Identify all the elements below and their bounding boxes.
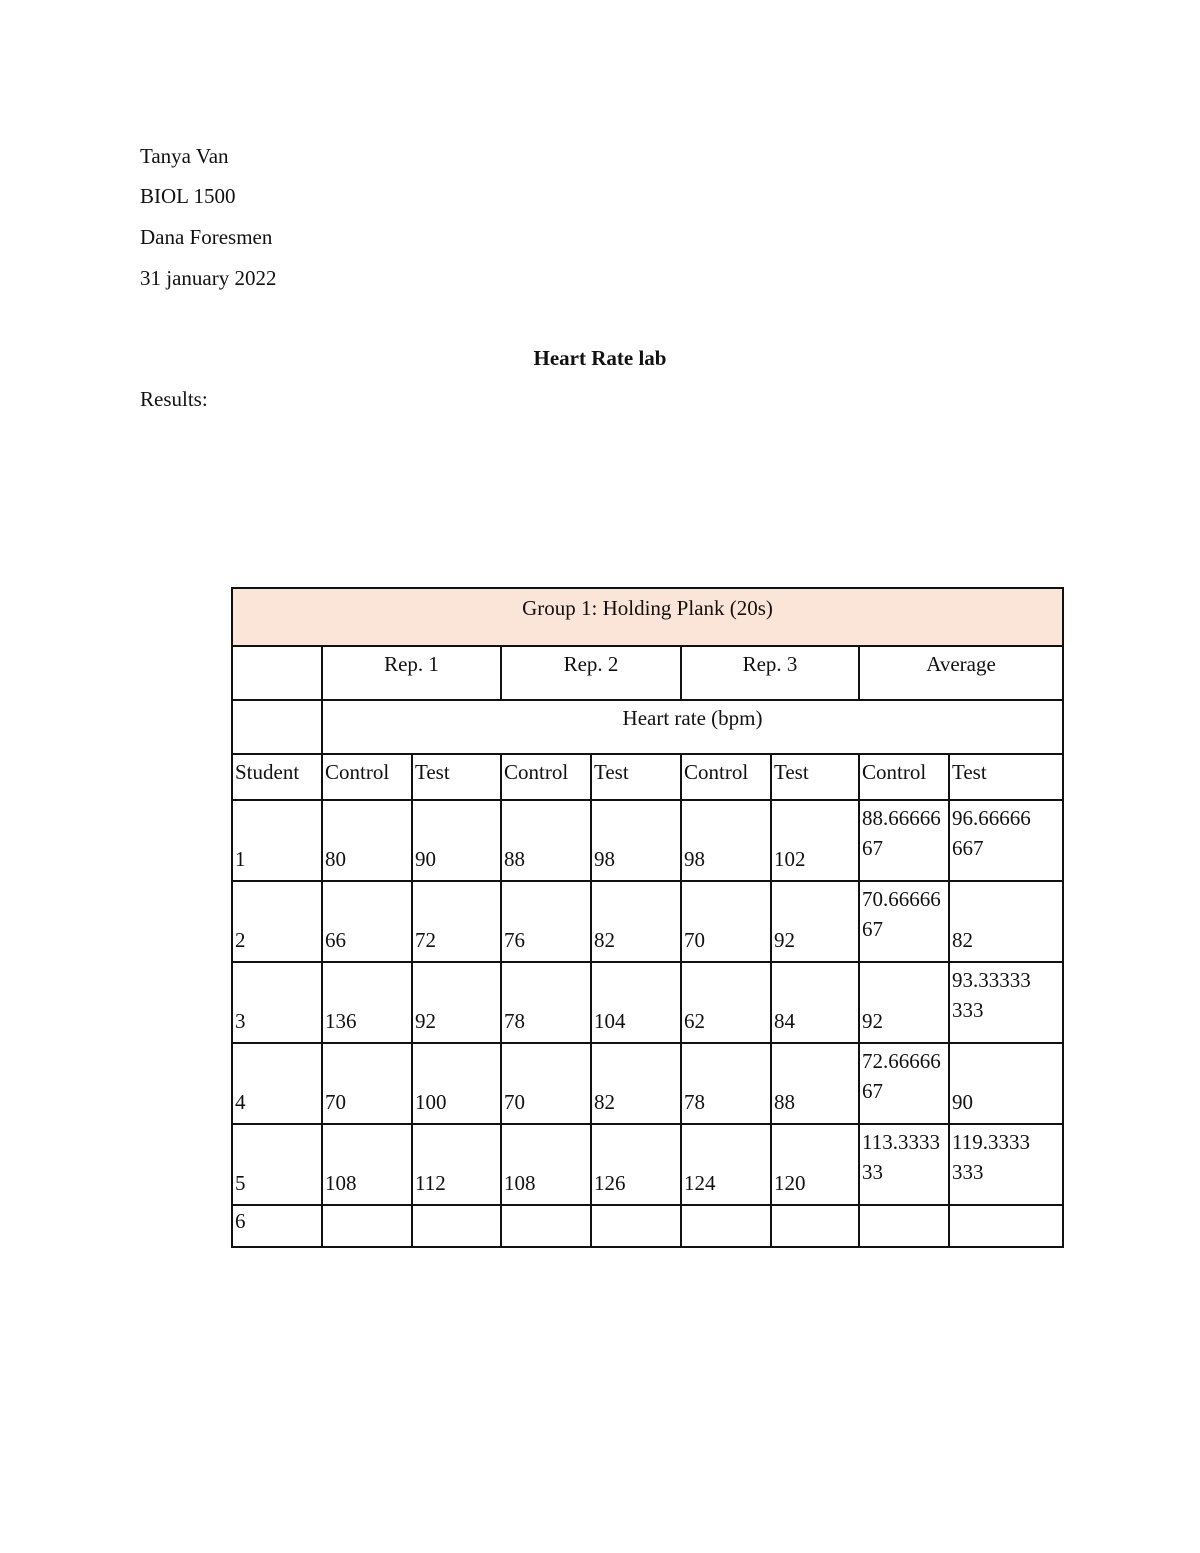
- value-cell: [859, 1043, 949, 1124]
- rep-header-row: [232, 646, 1063, 700]
- student-cell: 4: [232, 1043, 322, 1124]
- value-cell: 92: [771, 881, 859, 962]
- value-cell: [412, 1205, 501, 1247]
- average-value: 72.6666667: [862, 1049, 941, 1103]
- table-row: [232, 962, 1063, 1043]
- table-row: [232, 1043, 1063, 1124]
- value-cell: 92: [412, 962, 501, 1043]
- column-header-rep2-control: Control: [501, 754, 591, 800]
- value-cell: 126: [591, 1124, 681, 1205]
- rep-3-header: Rep. 3: [681, 646, 859, 700]
- value-cell: [681, 1205, 771, 1247]
- value-cell: [949, 1124, 1063, 1205]
- column-header-row: [232, 754, 1063, 800]
- table-row: [232, 800, 1063, 881]
- value-cell: 78: [681, 1043, 771, 1124]
- value-cell: [771, 1205, 859, 1247]
- value-cell: 136: [322, 962, 412, 1043]
- column-header-rep1-test: Test: [412, 754, 501, 800]
- value-cell: 70: [681, 881, 771, 962]
- heart-rate-table: [231, 587, 1064, 1248]
- average-value: 113.333333: [862, 1130, 940, 1184]
- value-cell: [501, 1205, 591, 1247]
- column-header-rep3-test: Test: [771, 754, 859, 800]
- value-cell: [322, 1205, 412, 1247]
- value-cell: 82: [591, 1043, 681, 1124]
- value-cell: 82: [949, 881, 1063, 962]
- value-cell: 112: [412, 1124, 501, 1205]
- value-cell: 108: [501, 1124, 591, 1205]
- value-cell: [949, 1205, 1063, 1247]
- value-cell: 124: [681, 1124, 771, 1205]
- table-row: [232, 1124, 1063, 1205]
- value-cell: 70: [322, 1043, 412, 1124]
- average-value: 70.6666667: [862, 887, 941, 941]
- rep-1-header: Rep. 1: [322, 646, 501, 700]
- column-header-rep3-control: Control: [681, 754, 771, 800]
- results-label: Results:: [140, 387, 208, 411]
- student-cell: 3: [232, 962, 322, 1043]
- value-cell: 62: [681, 962, 771, 1043]
- column-header-rep2-test: Test: [591, 754, 681, 800]
- value-cell: 108: [322, 1124, 412, 1205]
- value-cell: 104: [591, 962, 681, 1043]
- unit-header-blank: [232, 700, 322, 754]
- value-cell: [859, 1205, 949, 1247]
- average-value: 96.66666667: [952, 806, 1031, 860]
- document-date: 31 january 2022: [140, 266, 277, 290]
- value-cell: 66: [322, 881, 412, 962]
- student-cell: 5: [232, 1124, 322, 1205]
- value-cell: 92: [859, 962, 949, 1043]
- value-cell: 70: [501, 1043, 591, 1124]
- value-cell: 100: [412, 1043, 501, 1124]
- value-cell: 84: [771, 962, 859, 1043]
- column-header-avg-control: Control: [859, 754, 949, 800]
- course-code: BIOL 1500: [140, 184, 236, 208]
- value-cell: 76: [501, 881, 591, 962]
- column-header-student: Student: [232, 754, 322, 800]
- table-row: [232, 1205, 1063, 1247]
- value-cell: 82: [591, 881, 681, 962]
- value-cell: 80: [322, 800, 412, 881]
- student-cell: 2: [232, 881, 322, 962]
- average-value: 93.33333333: [952, 968, 1031, 1022]
- value-cell: 90: [949, 1043, 1063, 1124]
- value-cell: 78: [501, 962, 591, 1043]
- average-value: 119.3333333: [952, 1130, 1030, 1184]
- value-cell: [859, 800, 949, 881]
- value-cell: [859, 1124, 949, 1205]
- student-cell: 6: [232, 1205, 322, 1247]
- table-row: [232, 881, 1063, 962]
- average-value: 88.6666667: [862, 806, 941, 860]
- value-cell: 90: [412, 800, 501, 881]
- value-cell: 120: [771, 1124, 859, 1205]
- rep-2-header: Rep. 2: [501, 646, 681, 700]
- column-header-rep1-control: Control: [322, 754, 412, 800]
- author-name: Tanya Van: [140, 144, 229, 168]
- value-cell: 88: [771, 1043, 859, 1124]
- rep-header-blank: [232, 646, 322, 700]
- group-title: Group 1: Holding Plank (20s): [232, 588, 1063, 646]
- value-cell: 98: [681, 800, 771, 881]
- value-cell: [591, 1205, 681, 1247]
- document-title: Heart Rate lab: [533, 346, 667, 370]
- value-cell: 88: [501, 800, 591, 881]
- student-cell: 1: [232, 800, 322, 881]
- unit-header-row: [232, 700, 1063, 754]
- average-header: Average: [859, 646, 1063, 700]
- group-title-row: [232, 588, 1063, 646]
- column-header-avg-test: Test: [949, 754, 1063, 800]
- value-cell: [859, 881, 949, 962]
- value-cell: 98: [591, 800, 681, 881]
- value-cell: [949, 800, 1063, 881]
- value-cell: 72: [412, 881, 501, 962]
- value-cell: 102: [771, 800, 859, 881]
- value-cell: [949, 962, 1063, 1043]
- instructor-name: Dana Foresmen: [140, 225, 273, 249]
- unit-header: Heart rate (bpm): [322, 700, 1063, 754]
